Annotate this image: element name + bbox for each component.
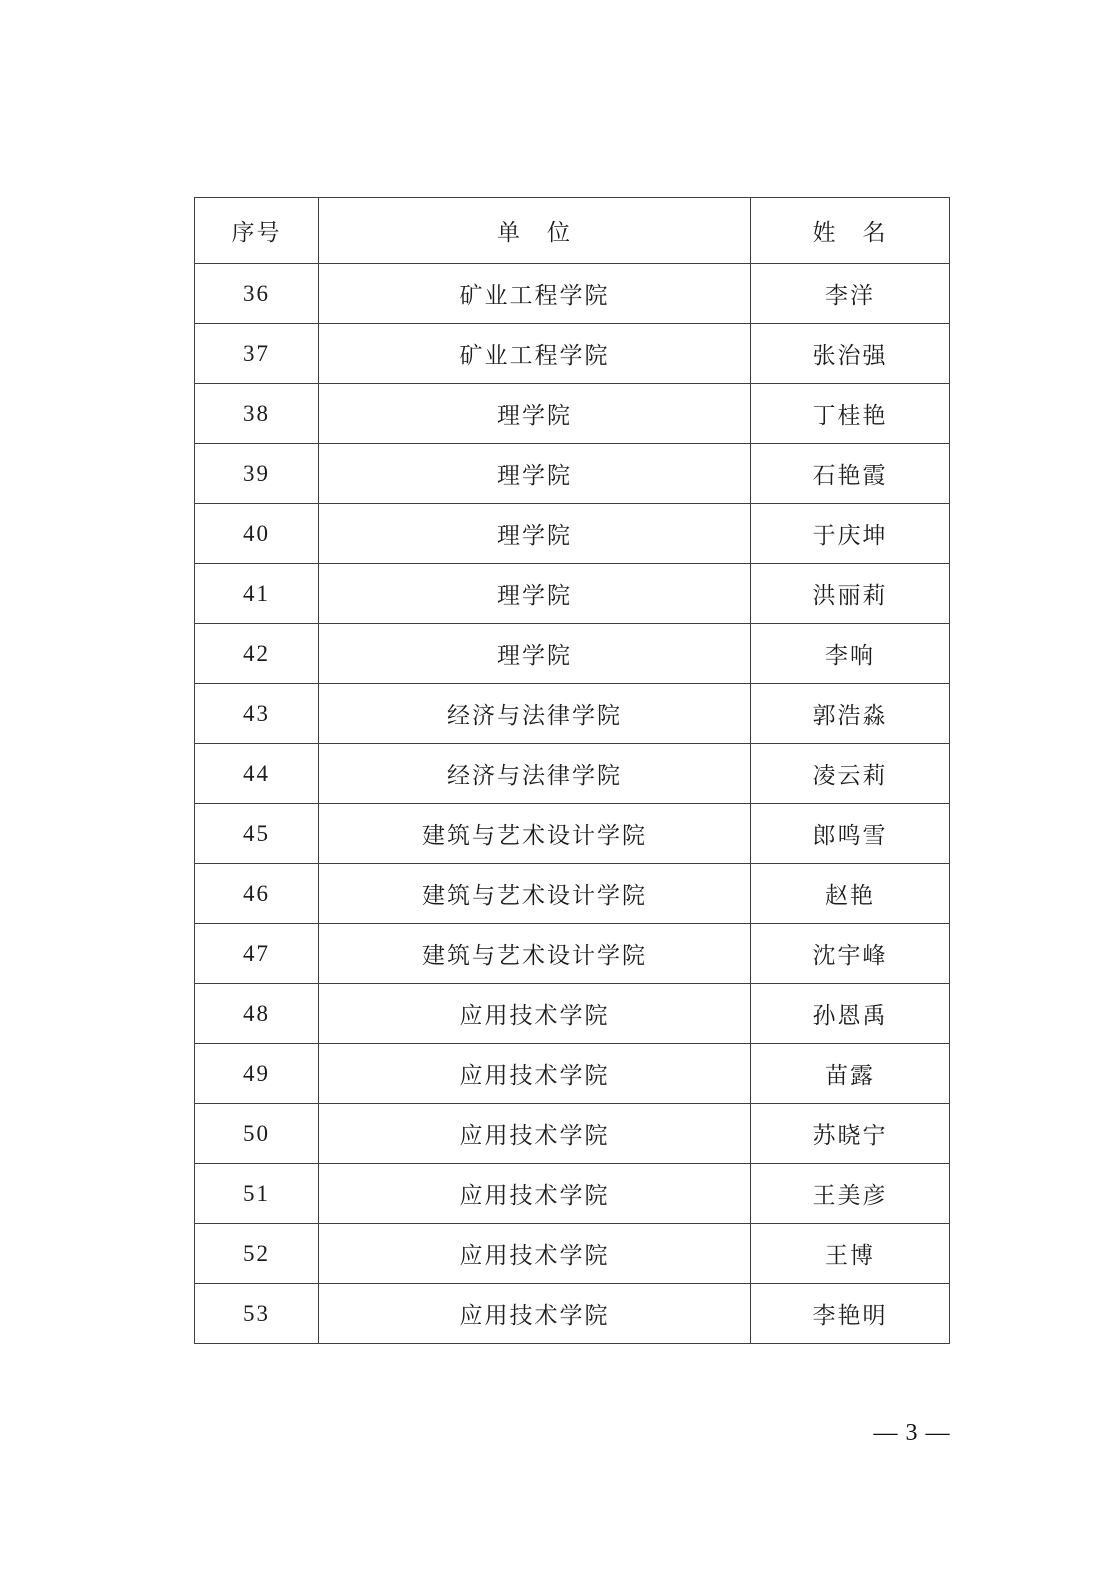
table-row — [195, 624, 950, 684]
table-body — [195, 264, 950, 1344]
cell-index: 47 — [195, 924, 319, 984]
table-row — [195, 1104, 950, 1164]
header-unit: 单 位 — [319, 198, 751, 264]
table-row — [195, 264, 950, 324]
cell-name: 于庆坤 — [751, 504, 950, 564]
table-row — [195, 864, 950, 924]
cell-unit: 应用技术学院 — [319, 1284, 751, 1344]
table-row — [195, 1224, 950, 1284]
cell-index: 53 — [195, 1284, 319, 1344]
cell-unit: 建筑与艺术设计学院 — [319, 924, 751, 984]
cell-name: 李洋 — [751, 264, 950, 324]
cell-name: 赵艳 — [751, 864, 950, 924]
cell-name: 沈宇峰 — [751, 924, 950, 984]
header-index: 序号 — [195, 198, 319, 264]
cell-index: 39 — [195, 444, 319, 504]
table-row — [195, 684, 950, 744]
table-row — [195, 744, 950, 804]
cell-unit: 经济与法律学院 — [319, 684, 751, 744]
roster-table — [194, 197, 950, 1344]
cell-index: 52 — [195, 1224, 319, 1284]
cell-name: 苏晓宁 — [751, 1104, 950, 1164]
header-name: 姓 名 — [751, 198, 950, 264]
cell-unit: 建筑与艺术设计学院 — [319, 864, 751, 924]
cell-index: 51 — [195, 1164, 319, 1224]
cell-name: 李艳明 — [751, 1284, 950, 1344]
cell-name: 李响 — [751, 624, 950, 684]
cell-unit: 理学院 — [319, 444, 751, 504]
page-number: — 3 — — [873, 1420, 951, 1446]
cell-name: 王美彦 — [751, 1164, 950, 1224]
cell-name: 苗露 — [751, 1044, 950, 1104]
cell-name: 孙恩禹 — [751, 984, 950, 1044]
cell-unit: 经济与法律学院 — [319, 744, 751, 804]
cell-index: 50 — [195, 1104, 319, 1164]
cell-index: 44 — [195, 744, 319, 804]
cell-name: 郎鸣雪 — [751, 804, 950, 864]
cell-unit: 理学院 — [319, 504, 751, 564]
cell-name: 洪丽莉 — [751, 564, 950, 624]
cell-unit: 应用技术学院 — [319, 1164, 751, 1224]
table-row — [195, 1164, 950, 1224]
cell-index: 43 — [195, 684, 319, 744]
cell-index: 37 — [195, 324, 319, 384]
table-row — [195, 564, 950, 624]
cell-name: 丁桂艳 — [751, 384, 950, 444]
table-row — [195, 924, 950, 984]
cell-index: 48 — [195, 984, 319, 1044]
cell-index: 36 — [195, 264, 319, 324]
cell-index: 40 — [195, 504, 319, 564]
cell-index: 41 — [195, 564, 319, 624]
table-row — [195, 504, 950, 564]
table-row — [195, 804, 950, 864]
header-row — [195, 198, 950, 264]
cell-unit: 矿业工程学院 — [319, 264, 751, 324]
cell-index: 49 — [195, 1044, 319, 1104]
table-row — [195, 444, 950, 504]
table-row — [195, 384, 950, 444]
cell-unit: 理学院 — [319, 624, 751, 684]
table-row — [195, 984, 950, 1044]
table-row — [195, 1044, 950, 1104]
cell-index: 42 — [195, 624, 319, 684]
cell-name: 凌云莉 — [751, 744, 950, 804]
cell-unit: 矿业工程学院 — [319, 324, 751, 384]
table-row — [195, 1284, 950, 1344]
cell-name: 石艳霞 — [751, 444, 950, 504]
cell-unit: 应用技术学院 — [319, 1224, 751, 1284]
cell-index: 38 — [195, 384, 319, 444]
table-header — [195, 198, 950, 264]
cell-name: 张治强 — [751, 324, 950, 384]
cell-unit: 建筑与艺术设计学院 — [319, 804, 751, 864]
cell-index: 46 — [195, 864, 319, 924]
cell-unit: 理学院 — [319, 384, 751, 444]
cell-unit: 应用技术学院 — [319, 1044, 751, 1104]
table-row — [195, 324, 950, 384]
cell-unit: 应用技术学院 — [319, 1104, 751, 1164]
cell-name: 郭浩淼 — [751, 684, 950, 744]
cell-index: 45 — [195, 804, 319, 864]
cell-name: 王博 — [751, 1224, 950, 1284]
cell-unit: 理学院 — [319, 564, 751, 624]
cell-unit: 应用技术学院 — [319, 984, 751, 1044]
